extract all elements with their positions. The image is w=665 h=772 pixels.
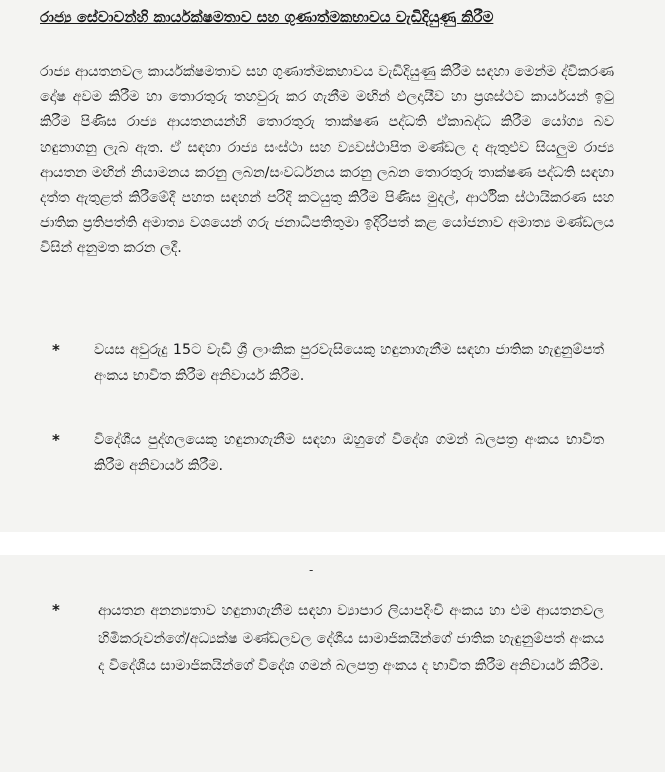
body-paragraph: රාජ්‍ය ආයතනවල කාර්යක්ෂමතාව සහ ගුණාත්මකභාවය වැඩිදියුණු කිරීම සඳහා මෙන්ම ද්විකරණ දෝෂ අවම කිරීම හා තොරතුරු තහවුරු කර ගැනීම මඟින් ඵලදායීව හා ප්‍රශස්ථව කාර්යයන් ඉටු කිරීම පිණිස රාජ්‍ය ආයතනයන්හි තොරතුරු තාක්ෂණ පද්ධති ඒකාබද්ධ කිරීම යෝග්‍ය බව හඳුනාගනු ලැබ ඇත. ඒ සඳහා රාජ්‍ය සංස්ථා සහ ව්‍යවස්ථාපිත මණ්ඩල ද ඇතුළුව සියලුම රාජ්‍ය ආයතන මඟින් නියාමනය කරනු ලබන/සංවර්ධනය කරනු ලබන තොරතුරු තාක්ෂණ පද්ධති සඳහා දත්ත ඇතුළත් කිරීමේදී පහත සඳහන් පරිදි කටයුතු කිරීම පිණිස මුදල්, ආර්ථික ස්ථායිකරණ සහ ජාතික ප්‍රතිපත්ති අමාත්‍ය වශයෙන් ගරු ජනාධිපතිතුමා ඉදිරිපත් කළ යෝජනාව අමාත්‍ය මණ්ඩලය විසින් අනුමත කරන ලදී. [40,64,614,257]
asterisk-icon: * [52,601,60,619]
bullet-text-passport: විදේශීය පුද්ගලයෙකු හඳුනාගැනීම සඳහා ඔහුගේ විදේශ ගමන් බලපත්‍ර අංකය භාවිත කිරීම අනිවාර්ය කිරීම. [94,432,604,474]
page-separator-dash: - [309,563,314,577]
asterisk-icon: * [52,431,60,449]
bullet-text-nic: වයස අවුරුදු 15ට වැඩි ශ්‍රී ලාංකික පුරවැසියෙකු හඳුනාගැනීම සඳහා ජාතික හැඳුනුම්පත් අංකය භාවිත කිරීම අනිවාර්ය කිරීම. [94,342,604,384]
page-gap [0,532,665,555]
document-heading: රාජ්‍ය සේවාවන්හි කාර්යක්ෂමතාව සහ ගුණාත්මකභාවය වැඩිදියුණු කිරීම [40,8,494,26]
bullet-text-business: ආයතන අනන්‍යතාව හඳුනාගැනීම සඳහා ව්‍යාපාර ලියාපදිංචි අංකය හා එම ආයතනවල හිමිකරුවන්ගේ/අධ්‍යක්ෂ මණ්ඩලවල දේශීය සාමාජිකයින්ගේ ජාතික හැඳුනුම්පත් අංකය ද විදේශීය සාමාජිකයින්ගේ විදේශ ගමන් බලපත්‍ර අංකය ද භාවිත කිරීම අනිවාර්ය කිරීම. [98,603,604,675]
asterisk-icon: * [52,341,60,359]
